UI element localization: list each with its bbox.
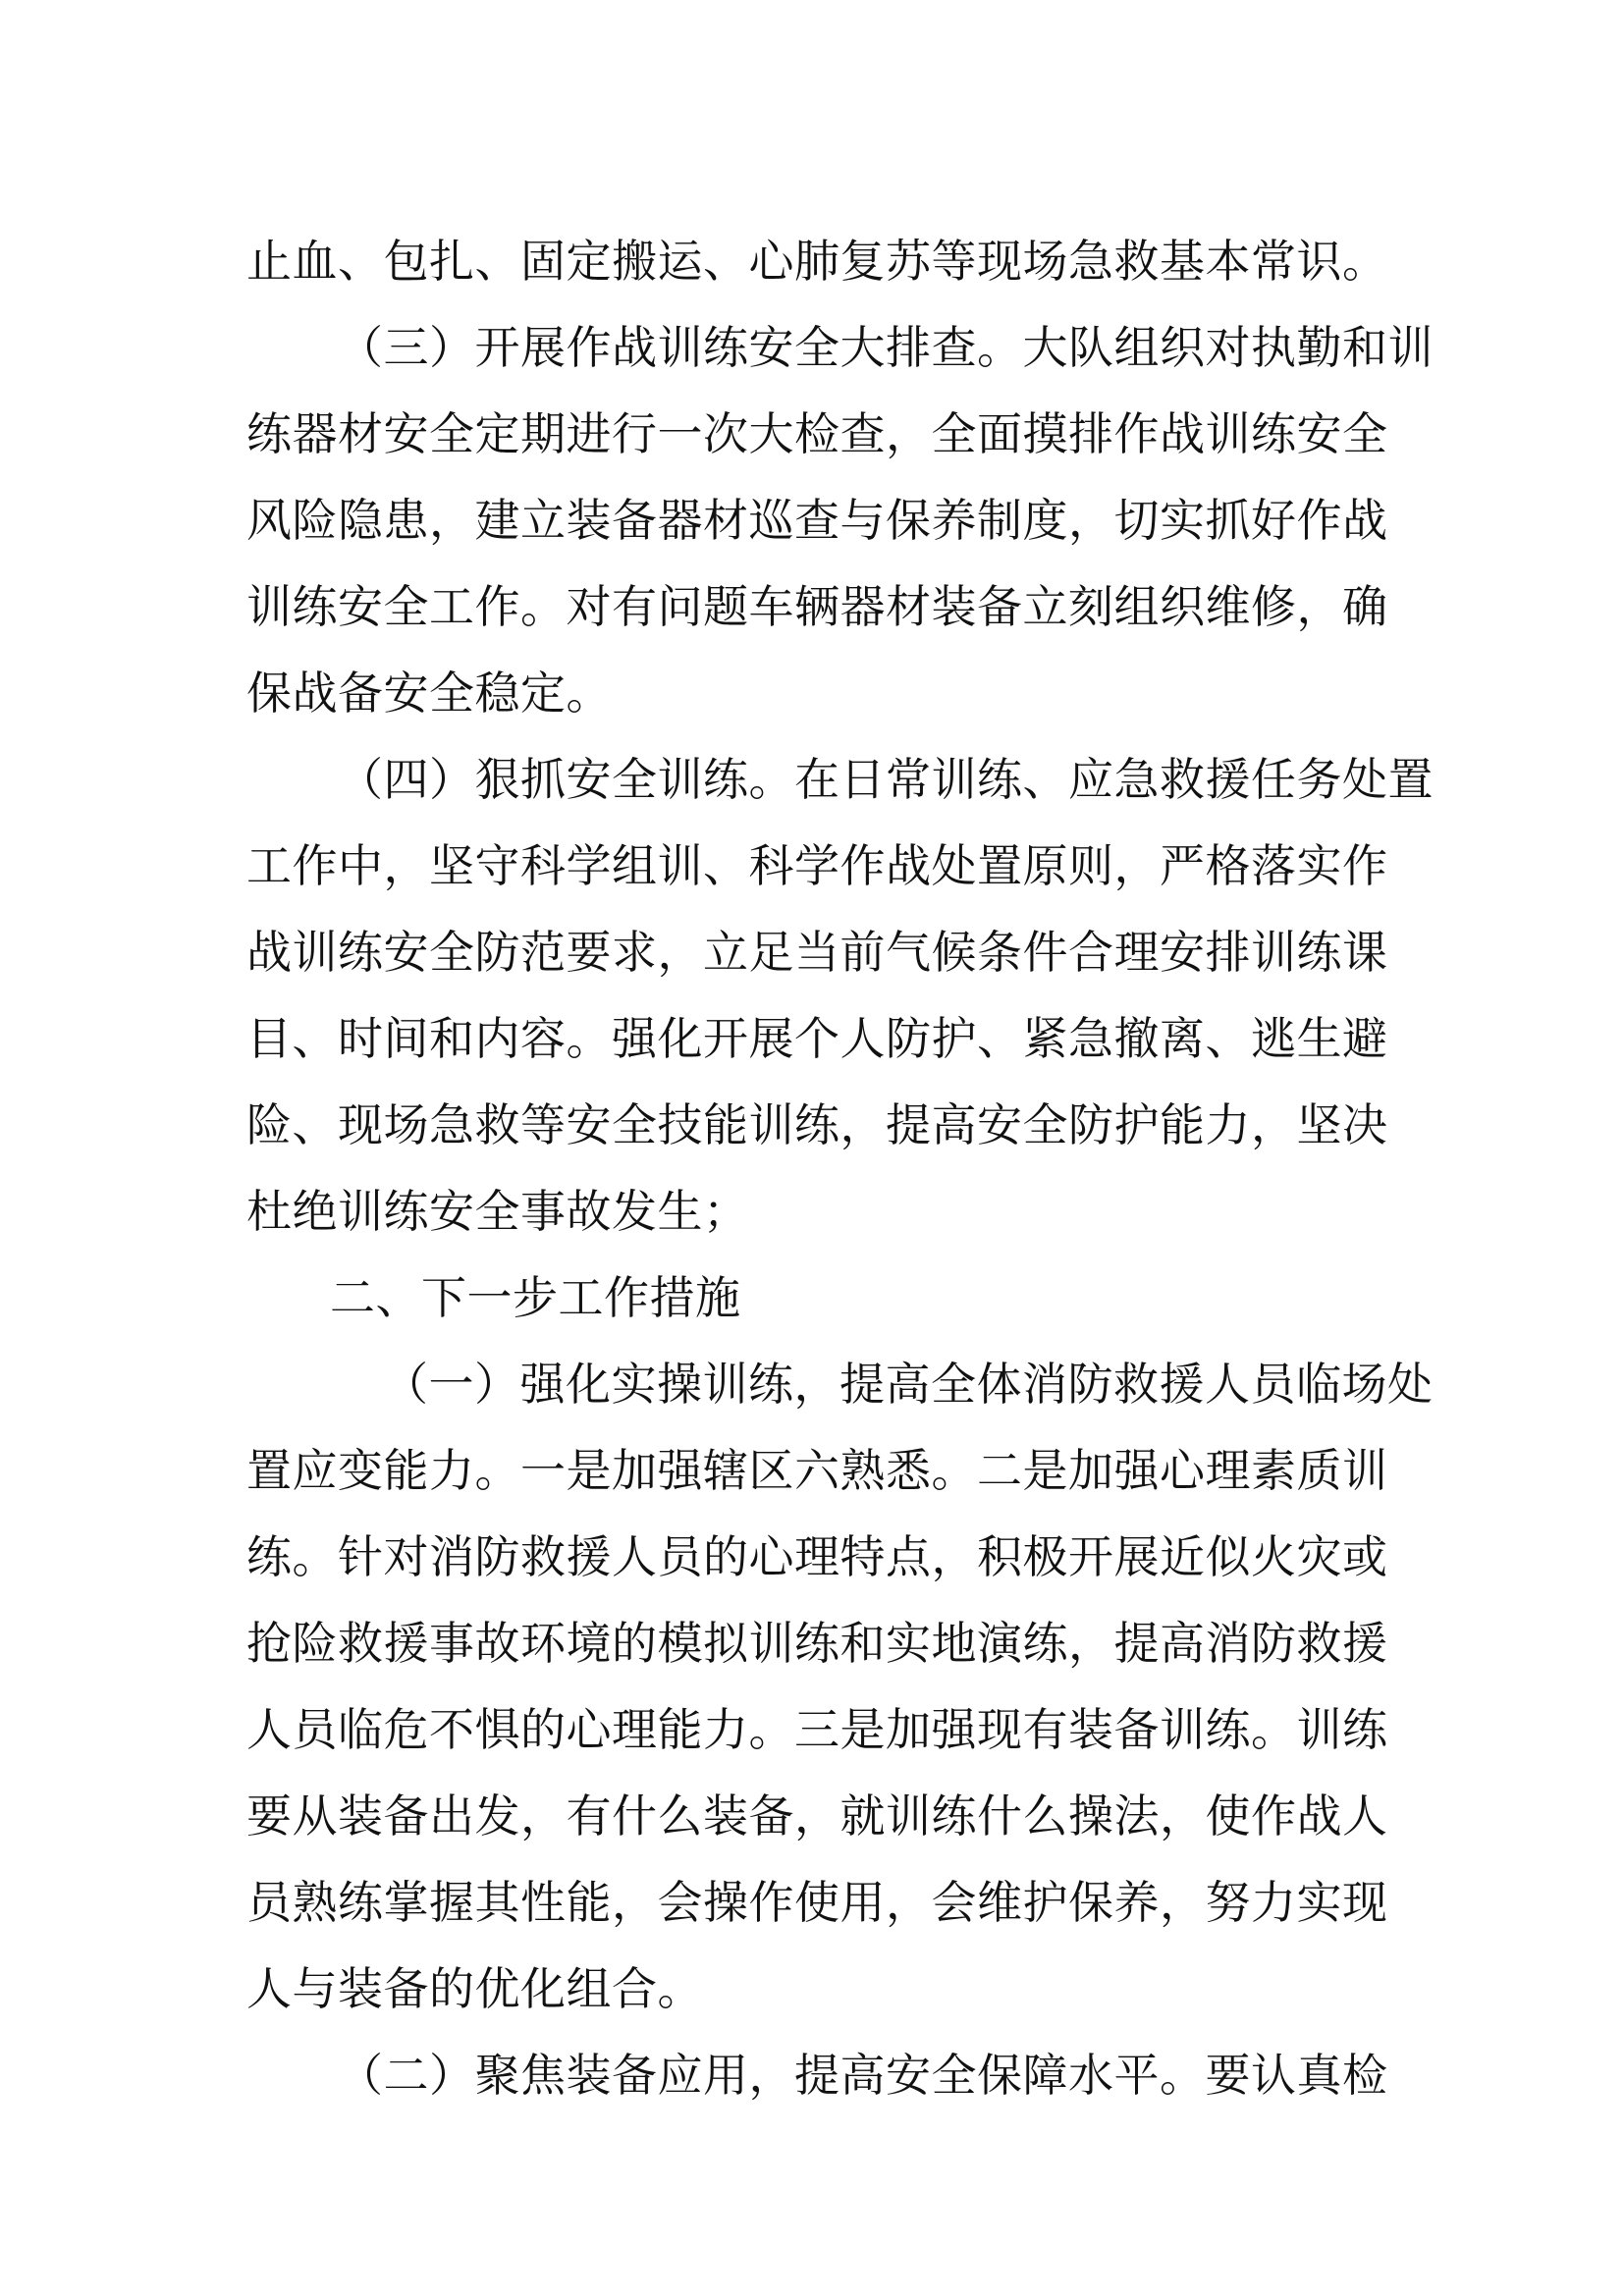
body-text-line: 工作中，坚守科学组训、科学作战处置原则，严格落实作 <box>246 839 1388 892</box>
body-text-line: 训练安全工作。对有问题车辆器材装备立刻组织维修，确 <box>246 580 1388 633</box>
body-text-line: 战训练安全防范要求，立足当前气候条件合理安排训练课 <box>246 926 1388 979</box>
body-text-line: 要从装备出发，有什么装备，就训练什么操法，使作战人 <box>246 1789 1388 1842</box>
body-text-line: 员熟练掌握其性能，会操作使用，会维护保养，努力实现 <box>246 1876 1388 1929</box>
body-text-line: （一）强化实操训练，提高全体消防救援人员临场处 <box>383 1358 1434 1411</box>
body-text-line: 练。针对消防救援人员的心理特点，积极开展近似火灾或 <box>246 1530 1388 1583</box>
body-text-line: （三）开展作战训练安全大排查。大队组织对执勤和训 <box>338 321 1434 374</box>
body-text-line: 抢险救援事故环境的模拟训练和实地演练，提高消防救援 <box>246 1617 1388 1670</box>
section-heading: 二、下一步工作措施 <box>330 1271 741 1324</box>
body-text-line: 练器材安全定期进行一次大检查，全面摸排作战训练安全 <box>246 407 1388 460</box>
body-text-line: 止血、包扎、固定搬运、心肺复苏等现场急救基本常识。 <box>246 235 1388 288</box>
body-text-line: 人员临危不惧的心理能力。三是加强现有装备训练。训练 <box>246 1703 1388 1756</box>
body-text-line: （四）狠抓安全训练。在日常训练、应急救援任务处置 <box>338 753 1434 806</box>
body-text-line: 人与装备的优化组合。 <box>246 1962 703 2015</box>
body-text-line: 保战备安全稳定。 <box>246 667 612 720</box>
body-text-line: （二）聚焦装备应用，提高安全保障水平。要认真检 <box>338 2049 1388 2102</box>
body-text-line: 风险隐患，建立装备器材巡查与保养制度，切实抓好作战 <box>246 494 1388 547</box>
body-text-line: 置应变能力。一是加强辖区六熟悉。二是加强心理素质训 <box>246 1444 1388 1497</box>
body-text-line: 目、时间和内容。强化开展个人防护、紧急撤离、逃生避 <box>246 1012 1388 1065</box>
body-text-line: 杜绝训练安全事故发生； <box>246 1185 749 1238</box>
body-text-line: 险、现场急救等安全技能训练，提高安全防护能力，坚决 <box>246 1098 1388 1151</box>
